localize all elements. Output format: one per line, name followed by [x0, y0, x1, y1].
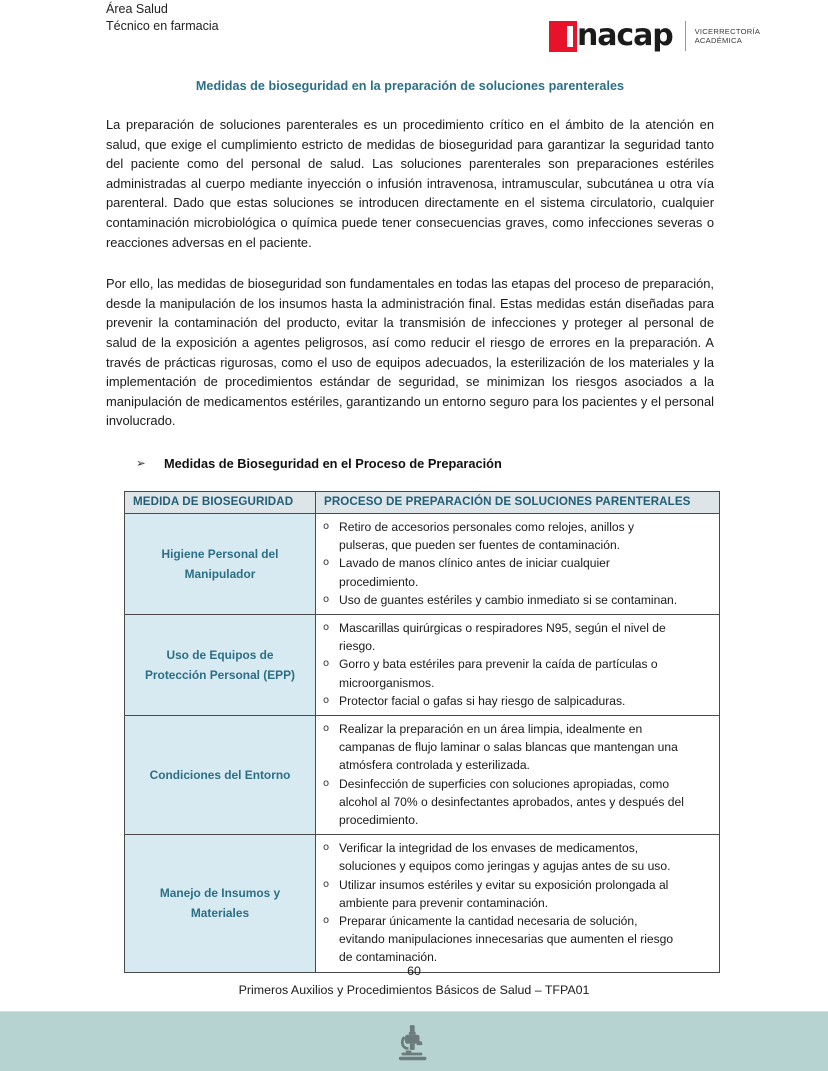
process-cell: [316, 513, 720, 614]
process-list-item: [320, 518, 717, 554]
circle-bullet-icon: o: [323, 557, 330, 569]
process-list-item: [320, 619, 717, 655]
header-area-line: Área Salud: [106, 2, 168, 16]
process-list-item-line: Realizar la preparación en un área limpia, idealmente en: [339, 721, 643, 736]
process-list: [320, 619, 717, 710]
process-list-item-line: Preparar únicamente la cantidad necesaria de solución,: [339, 913, 638, 928]
table-row: [125, 715, 720, 834]
footer-course-title: Primeros Auxilios y Procedimientos Básicos de Salud – TFPA01: [238, 983, 590, 997]
biosecurity-measures-table: [124, 491, 720, 973]
inacap-logo: [549, 18, 760, 54]
sub-heading-label: Medidas de Bioseguridad en el Proceso de Preparación: [164, 455, 502, 471]
process-cell: [316, 835, 720, 972]
process-list-item: [320, 720, 717, 775]
logo-subtitle: [695, 27, 761, 46]
circle-bullet-icon: o: [323, 777, 330, 789]
logo-divider: [685, 21, 686, 51]
sub-heading: [106, 455, 714, 472]
circle-bullet-icon: o: [323, 842, 330, 854]
process-list-item-line: riesgo.: [339, 639, 376, 654]
paragraph-1: La preparación de soluciones parenterales es un procedimiento crítico en el ámbito de la atención en salud, que exige el cumplimiento estricto de medidas de bioseguridad para garantizar la seguridad tanto del paciente como del personal de salud. Las soluciones parenterales son preparaciones estériles administradas al cuerpo mediante inyección o infusión intravenosa, intramuscular, subcutánea u otra vía parenteral. Dado que estas soluciones se introducen directamente en el sistema circulatorio, cualquier contaminación microbiológica o química puede tener consecuencias graves, como infecciones severas o reacciones adversas en el paciente.: [106, 117, 714, 250]
process-list-item-line: Protector facial o gafas si hay riesgo de salpicaduras.: [339, 693, 626, 708]
arrow-bullet-icon: ➢: [136, 455, 146, 470]
process-list-item-line: Retiro de accesorios personales como relojes, anillos y: [339, 519, 635, 534]
logo-subtitle-line2: ACADÉMICA: [694, 36, 743, 45]
table-header-row: [125, 491, 720, 513]
inacap-wordmark: nacap: [577, 18, 673, 53]
table-row: [125, 614, 720, 715]
process-list-item: [320, 912, 717, 967]
circle-bullet-icon: o: [323, 722, 330, 734]
process-list-item-line: Uso de guantes estériles y cambio inmediato si se contaminan.: [339, 592, 678, 607]
process-list-item-line: soluciones y equipos como jeringas y agujas antes de su uso.: [339, 859, 671, 874]
header-career-line: Técnico en farmacia: [106, 19, 219, 33]
process-cell: [316, 614, 720, 715]
process-list-item: [320, 554, 717, 590]
circle-bullet-icon: o: [323, 658, 330, 670]
process-list: [320, 720, 717, 829]
circle-bullet-icon: o: [323, 914, 330, 926]
table-header-process: PROCESO DE PREPARACIÓN DE SOLUCIONES PARENTERALES: [316, 491, 720, 513]
document-content: [106, 70, 714, 973]
process-list-item: [320, 775, 717, 830]
process-list-item-line: Gorro y bata estériles para prevenir la caída de partículas o: [339, 657, 658, 672]
table-header-measure: MEDIDA DE BIOSEGURIDAD: [125, 491, 316, 513]
circle-bullet-icon: o: [323, 878, 330, 890]
process-list: [320, 518, 717, 609]
process-list-item: [320, 692, 717, 710]
measure-cell: Higiene Personal del Manipulador: [125, 513, 316, 614]
process-list-item-line: Lavado de manos clínico antes de iniciar cualquier: [339, 556, 610, 571]
process-list: [320, 839, 717, 966]
measure-cell: Uso de Equipos de Protección Personal (EPP): [125, 614, 316, 715]
process-list-item: [320, 839, 717, 875]
process-list-item-line: microorganismos.: [339, 675, 435, 690]
process-list-item-line: ambiente para prevenir contaminación.: [339, 895, 549, 910]
logo-subtitle-line1: VICERRECTORÍA: [694, 26, 761, 36]
process-list-item: [320, 876, 717, 912]
circle-bullet-icon: o: [323, 520, 330, 532]
process-list-item-line: Mascarillas quirúrgicas o respiradores N95, según el nivel de: [339, 620, 666, 635]
page-header: [0, 0, 828, 70]
measure-cell: Condiciones del Entorno: [125, 715, 316, 834]
paragraph-2: Por ello, las medidas de bioseguridad son fundamentales en todas las etapas del proceso de preparación, desde la manipulación de los insumos hasta la administración final. Estas medidas están diseñadas para prevenir la contaminación del producto, evitar la transmisión de infecciones y proteger al personal de salud de la exposición a agentes peligrosos, así como reducir el riesgo de errores en la preparación. A través de prácticas rigurosas, como el uso de equipos adecuados, la esterilización de los materiales y la implementación de procedimientos estándar de seguridad, se minimizan los riesgos asociados a la manipulación de medicamentos estériles, garantizando un entorno seguro para los pacientes y el personal involucrado.: [106, 276, 714, 429]
process-list-item-line: Desinfección de superficies con soluciones apropiadas, como: [339, 776, 670, 791]
process-list-item-line: procedimiento.: [339, 812, 419, 827]
process-list-item-line: alcohol al 70% o desinfectantes aprobados, antes y después del: [339, 794, 684, 809]
table-head: [125, 491, 720, 513]
table-body: [125, 513, 720, 972]
circle-bullet-icon: o: [323, 593, 330, 605]
measure-cell: Manejo de Insumos y Materiales: [125, 835, 316, 972]
page-footer: [0, 962, 828, 1000]
process-list-item-line: evitando manipulaciones innecesarias que aumenten el riesgo: [339, 932, 674, 947]
process-list-item-line: Utilizar insumos estériles y evitar su exposición prolongada al: [339, 877, 669, 892]
process-list-item: [320, 591, 717, 609]
header-program-info: [106, 1, 219, 35]
process-list-item: [320, 655, 717, 691]
inacap-logo-mark-icon: [549, 21, 577, 52]
process-list-item-line: Verificar la integridad de los envases de medicamentos,: [339, 841, 639, 856]
page-title: Medidas de bioseguridad en la preparación de soluciones parenterales: [195, 79, 625, 93]
table-row: [125, 835, 720, 972]
process-list-item-line: atmósfera controlada y esterilizada.: [339, 758, 530, 773]
microscope-icon: [392, 1020, 436, 1066]
process-list-item-line: de contaminación.: [339, 950, 438, 965]
circle-bullet-icon: o: [323, 621, 330, 633]
circle-bullet-icon: o: [323, 694, 330, 706]
process-list-item-line: procedimiento.: [339, 574, 419, 589]
footer-decorative-band: [0, 1011, 828, 1071]
page-number: 60: [407, 964, 421, 978]
process-list-item-line: campanas de flujo laminar o salas blancas que mantengan una: [339, 740, 678, 755]
process-cell: [316, 715, 720, 834]
process-list-item-line: pulseras, que pueden ser fuentes de contaminación.: [339, 538, 621, 553]
table-row: [125, 513, 720, 614]
